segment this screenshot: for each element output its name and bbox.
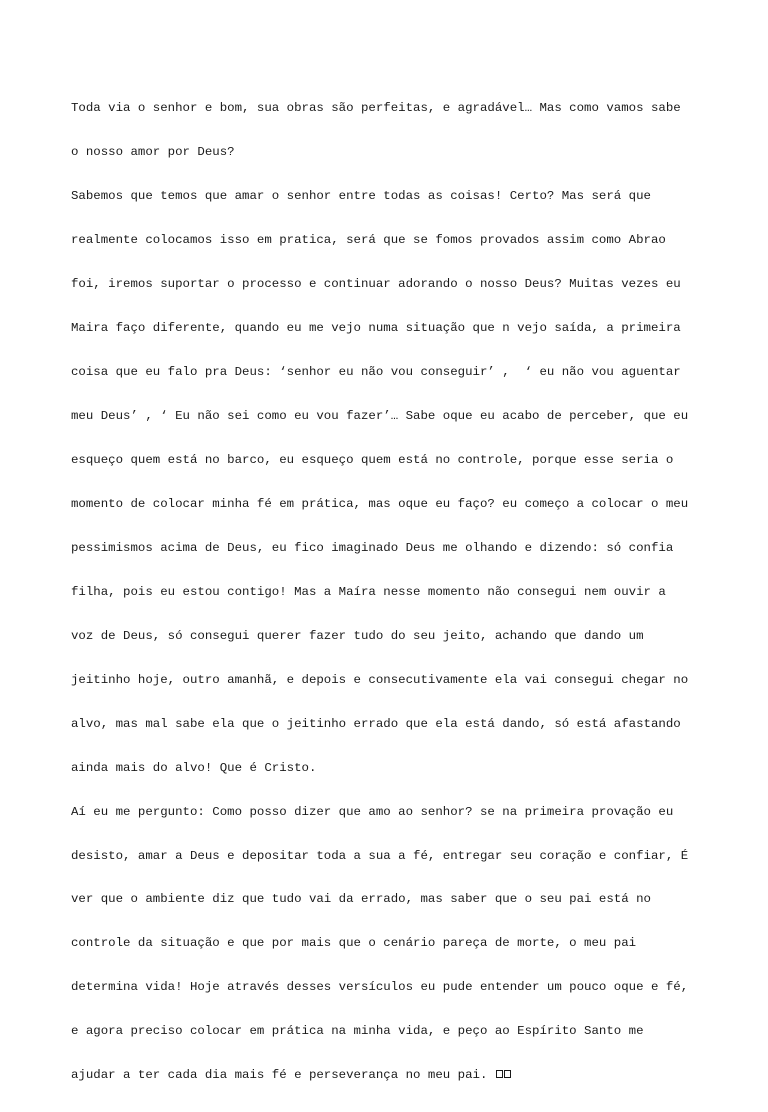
text-line: coisa que eu falo pra Deus: ‘senhor eu não vou conseguir’ , ‘ eu não vou aguentar	[71, 365, 681, 380]
text-line: pessimismos acima de Deus, eu fico imaginado Deus me olhando e dizendo: só confia	[71, 540, 674, 555]
text-line: Sabemos que temos que amar o senhor entre todas as coisas! Certo? Mas será que	[71, 189, 651, 204]
text-line: determina vida! Hoje através desses versículos eu pude entender um pouco oque e fé,	[71, 980, 689, 995]
text-line: meu Deus’ , ‘ Eu não sei como eu vou fazer’… Sabe oque eu acabo de perceber, que eu	[71, 408, 689, 423]
text-line: alvo, mas mal sabe ela que o jeitinho errado que ela está dando, só está afastando	[71, 716, 681, 731]
text-line: ainda mais do alvo! Que é Cristo.	[71, 760, 317, 775]
text-line: esqueço quem está no barco, eu esqueço quem está no controle, porque esse seria o	[71, 452, 674, 467]
text-line: momento de colocar minha fé em prática, mas oque eu faço? eu começo a colocar o meu	[71, 496, 689, 511]
text-line-last	[71, 1068, 701, 1083]
text-line: desisto, amar a Deus e depositar toda a sua a fé, entregar seu coração e confiar, É	[71, 848, 689, 863]
text-line: Aí eu me pergunto: Como posso dizer que amo ao senhor? se na primeira provação eu	[71, 804, 674, 819]
text-line: Maira faço diferente, quando eu me vejo numa situação que n vejo saída, a primeira	[71, 321, 681, 336]
missing-glyph-box-icon	[504, 1070, 511, 1078]
text-line: controle da situação e que por mais que o cenário pareça de morte, o meu pai	[71, 936, 637, 951]
text-line: ver que o ambiente diz que tudo vai da errado, mas saber que o seu pai está no	[71, 892, 651, 907]
text-line: jeitinho hoje, outro amanhã, e depois e consecutivamente ela vai consegui chegar no	[71, 672, 689, 687]
text-line: foi, iremos suportar o processo e continuar adorando o nosso Deus? Muitas vezes eu	[71, 277, 681, 292]
text-line: filha, pois eu estou contigo! Mas a Maíra nesse momento não consegui nem ouvir a	[71, 584, 666, 599]
text-line: e agora preciso colocar em prática na minha vida, e peço ao Espírito Santo me	[71, 1024, 644, 1039]
text-line: Toda via o senhor e bom, sua obras são perfeitas, e agradável… Mas como vamos sabe	[71, 101, 681, 116]
text-line: voz de Deus, só consegui querer fazer tudo do seu jeito, achando que dando um	[71, 628, 644, 643]
text-line: o nosso amor por Deus?	[71, 145, 235, 160]
text-line: realmente colocamos isso em pratica, será que se fomos provados assim como Abrao	[71, 233, 666, 248]
text-line-last-content: ajudar a ter cada dia mais fé e perseverança no meu pai.	[71, 1068, 488, 1083]
missing-glyph-box-icon	[496, 1070, 503, 1078]
document-body	[71, 72, 701, 1112]
